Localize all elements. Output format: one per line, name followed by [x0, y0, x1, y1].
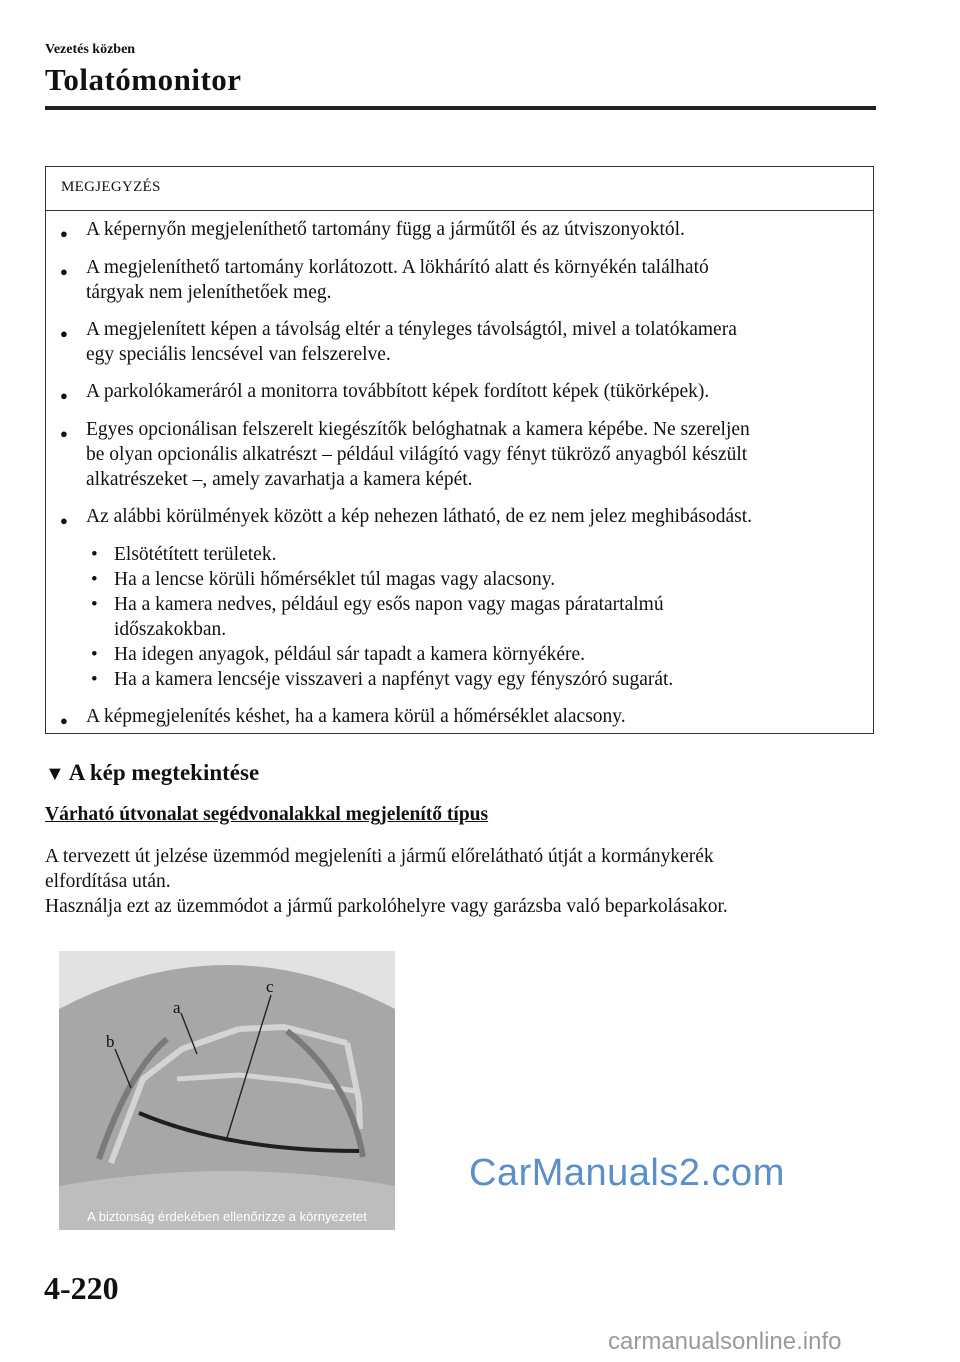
note-item: [86, 317, 886, 367]
note-subitem: Ha a kamera lencséje visszaveri a napfényt vagy egy fényszóró sugarát.: [114, 669, 674, 690]
bullet-icon: ●: [60, 326, 68, 341]
bullet-icon: ●: [60, 426, 68, 441]
callout-c-label: c: [266, 977, 274, 996]
bullet-icon: ●: [60, 264, 68, 279]
bullet-icon: ●: [60, 513, 68, 528]
callout-b-label: b: [106, 1032, 115, 1051]
note-heading: MEGJEGYZÉS: [46, 167, 873, 211]
note-item-line: A képernyőn megjeleníthető tartomány függ a járműtől és az útviszonyoktól.: [86, 219, 685, 240]
sub-bullet-icon: •: [91, 544, 98, 565]
note-item: [86, 504, 886, 529]
footer-watermark: carmanualsonline.info: [608, 1328, 842, 1355]
note-item-line: be olyan opcionális alkatrészt – például világító vagy fényt tükröző anyagból készült: [86, 444, 748, 465]
callout-a-label: a: [173, 998, 181, 1017]
page-number: 4-220: [44, 1270, 119, 1306]
section-subheading: Várható útvonalat segédvonalakkal megjelenítő típus: [45, 804, 489, 825]
page-title: Tolatómonitor: [45, 62, 242, 97]
paragraph-line: Használja ezt az üzemmódot a jármű parkolóhelyre vagy garázsba való beparkolásakor.: [45, 896, 728, 917]
note-item-line: A képmegjelenítés késhet, ha a kamera körül a hőmérséklet alacsony.: [86, 706, 626, 727]
paragraph-line: elfordítása után.: [45, 871, 171, 892]
bullet-icon: ●: [60, 226, 68, 241]
section-heading: [45, 760, 259, 786]
note-item: [86, 704, 886, 729]
note-item-line: tárgyak nem jeleníthetőek meg.: [86, 282, 332, 303]
camera-view-figure: [59, 951, 395, 1230]
title-rule: [45, 106, 876, 110]
note-item: [86, 217, 886, 242]
note-item-line: Egyes opcionálisan felszerelt kiegészítők belóghatnak a kamera képébe. Ne szereljen: [86, 419, 750, 440]
note-item-line: alkatrészeket –, amely zavarhatja a kamera képét.: [86, 469, 473, 490]
triangle-down-icon: ▼: [45, 763, 65, 785]
note-subitem: [114, 592, 874, 642]
camera-caption: A biztonság érdekében ellenőrizze a környezetet: [87, 1209, 367, 1224]
note-subitem: Ha idegen anyagok, például sár tapadt a kamera környékére.: [114, 644, 586, 665]
note-subitem: Ha a lencse körüli hőmérséklet túl magas vagy alacsony.: [114, 569, 556, 590]
sub-bullet-icon: •: [91, 644, 98, 665]
bullet-icon: ●: [60, 713, 68, 728]
sub-bullet-icon: •: [91, 569, 98, 590]
section-heading-text: A kép megtekintése: [68, 760, 260, 785]
sub-bullet-icon: •: [91, 594, 98, 615]
note-item-line: Az alábbi körülmények között a kép nehezen látható, de ez nem jelez meghibásodást.: [86, 506, 752, 527]
note-box: [45, 166, 874, 734]
note-subitem-line: Ha a kamera nedves, például egy esős napon vagy magas páratartalmú: [114, 594, 664, 615]
watermark: CarManuals2.com: [469, 1152, 785, 1194]
note-item-line: A megjelenített képen a távolság eltér a tényleges távolságtól, mivel a tolatókamera: [86, 319, 737, 340]
note-item-line: A megjeleníthető tartomány korlátozott. A lökhárító alatt és környékén található: [86, 257, 709, 278]
bullet-icon: ●: [60, 388, 68, 403]
note-item-line: A parkolókameráról a monitorra továbbított képek fordított képek (tükörképek).: [86, 381, 710, 402]
paragraph-line: A tervezett út jelzése üzemmód megjeleníti a jármű előrelátható útját a kormánykerék: [45, 846, 714, 867]
note-item-line: egy speciális lencsével van felszerelve.: [86, 344, 391, 365]
note-item: [86, 255, 886, 305]
note-subitem: Elsötétített területek.: [114, 544, 277, 565]
note-item: [86, 379, 886, 404]
paragraph: [45, 844, 875, 919]
note-subitem-line: időszakokban.: [114, 619, 227, 640]
section-label: Vezetés közben: [45, 42, 136, 57]
note-item: [86, 417, 886, 492]
sub-bullet-icon: •: [91, 669, 98, 690]
